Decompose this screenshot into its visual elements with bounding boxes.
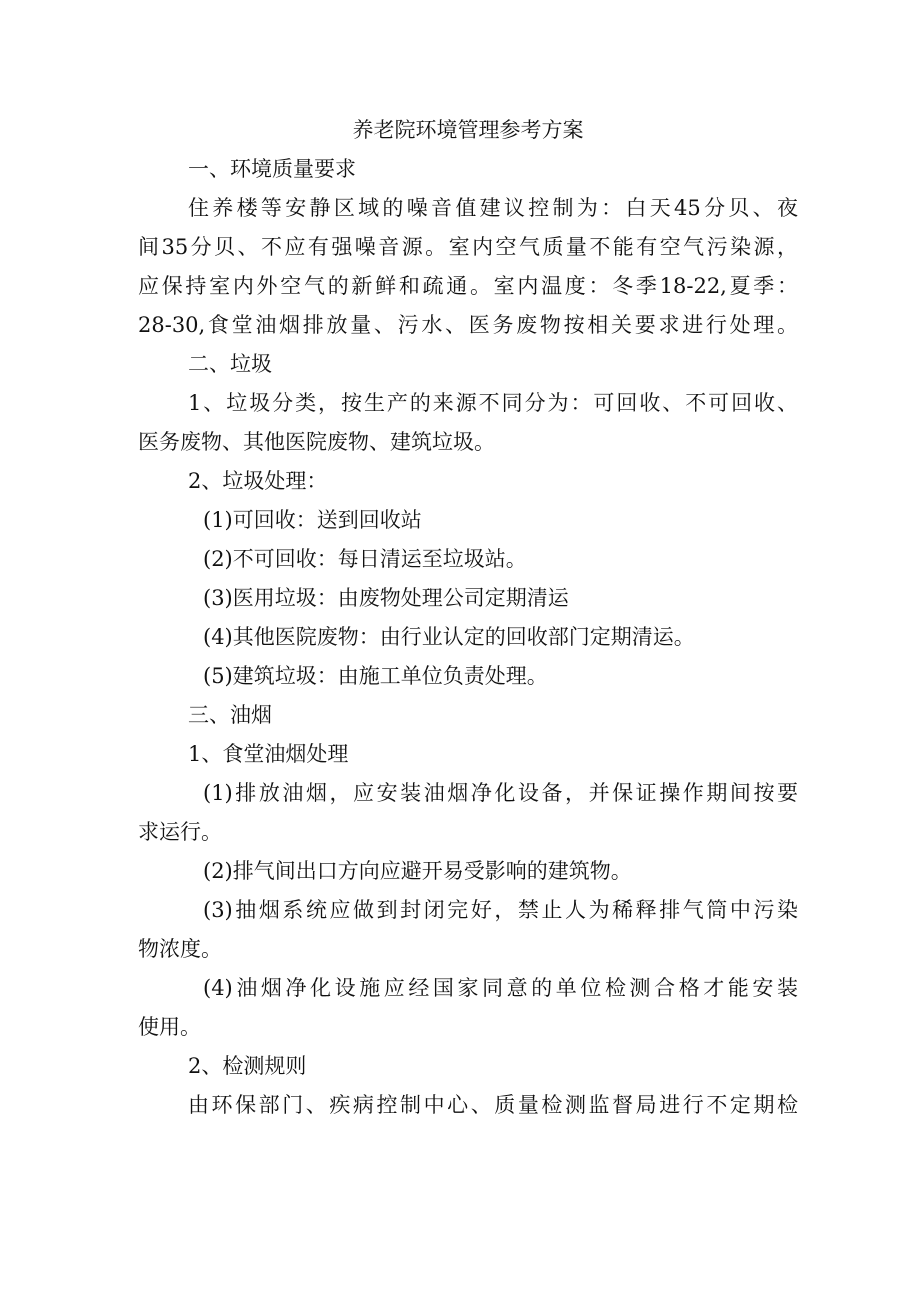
paragraph-line: 医务废物、其他医院废物、建筑垃圾。 — [138, 430, 495, 454]
subheading: 1、食堂油烟处理 — [188, 742, 349, 766]
list-item: (1)可回收：送到回收站 — [203, 508, 422, 532]
list-item: (4)油烟净化设施应经国家同意的单位检测合格才能安装 — [203, 976, 798, 1000]
section-heading-1: 一、环境质量要求 — [188, 157, 356, 181]
list-item: (4)其他医院废物：由行业认定的回收部门定期清运。 — [203, 625, 695, 649]
subheading: 2、垃圾处理： — [188, 469, 328, 493]
paragraph-line: 1、垃圾分类，按生产的来源不同分为：可回收、不可回收、 — [188, 391, 798, 415]
paragraph-line: 物浓度。 — [138, 937, 222, 961]
paragraph-line: 应保持室内外空气的新鲜和疏通。室内温度：冬季18-22,夏季： — [138, 274, 798, 298]
paragraph-line: 求运行。 — [138, 820, 222, 844]
paragraph-line: 28-30,食堂油烟排放量、污水、医务废物按相关要求进行处理。 — [138, 313, 798, 337]
list-item: (2)排气间出口方向应避开易受影响的建筑物。 — [203, 859, 632, 883]
list-item: (3)医用垃圾：由废物处理公司定期清运 — [203, 586, 569, 610]
subheading: 2、检测规则 — [188, 1054, 307, 1078]
section-heading-3: 三、油烟 — [188, 703, 272, 727]
paragraph-line: 住养楼等安静区域的噪音值建议控制为：白天45分贝、夜 — [188, 196, 798, 220]
section-heading-2: 二、垃圾 — [188, 352, 272, 376]
paragraph-line: 由环保部门、疾病控制中心、质量检测监督局进行不定期检 — [188, 1093, 798, 1117]
paragraph-line: 使用。 — [138, 1015, 201, 1039]
list-item: (5)建筑垃圾：由施工单位负责处理。 — [203, 664, 548, 688]
paragraph-line: 间35分贝、不应有强噪音源。室内空气质量不能有空气污染源， — [138, 235, 798, 259]
page-title: 养老院环境管理参考方案 — [352, 118, 584, 142]
list-item: (2)不可回收：每日清运至垃圾站。 — [203, 547, 527, 571]
list-item: (1)排放油烟，应安装油烟净化设备，并保证操作期间按要 — [203, 781, 798, 805]
list-item: (3)抽烟系统应做到封闭完好，禁止人为稀释排气筒中污染 — [203, 898, 798, 922]
